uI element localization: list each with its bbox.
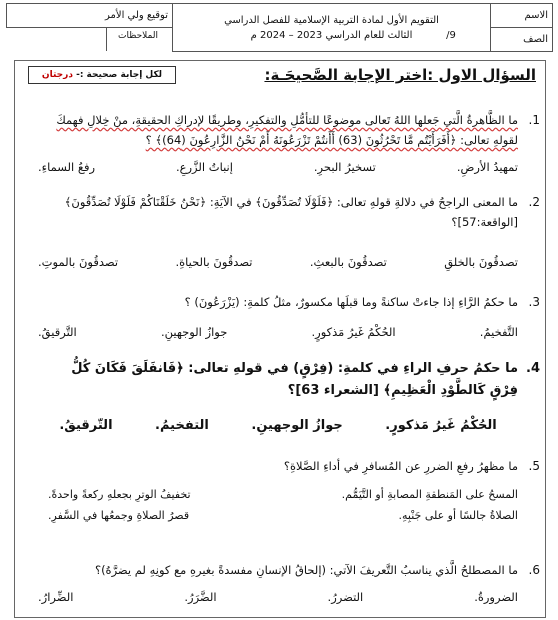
option[interactable]: جوازُ الوجهينِ. xyxy=(251,418,343,433)
option[interactable]: قصرُ الصلاةِ وجمعُها في السَّفرِ. xyxy=(48,509,190,522)
question-text: ما مظهرُ رفعِ الضررِ عن المُسافرِ في أداءِ الصَّلاةِ؟ xyxy=(283,459,518,473)
question-1 xyxy=(42,110,540,150)
options-4 xyxy=(38,418,518,433)
page-title xyxy=(173,4,491,52)
question-5 xyxy=(42,456,540,476)
header-divider xyxy=(106,27,107,51)
guardian-signature-cell xyxy=(7,4,173,28)
grading-note-prefix: لكل إجابة صحيحة :- xyxy=(72,70,163,80)
question-number: 4. xyxy=(526,361,540,376)
options-2 xyxy=(38,255,518,269)
question-2 xyxy=(42,192,540,232)
option[interactable]: الضرورةُ. xyxy=(474,590,518,604)
option[interactable]: جوازُ الوجهينِ. xyxy=(160,325,228,339)
option[interactable]: تصدقُونَ بالبعثِ. xyxy=(309,255,387,269)
option[interactable]: التَّرقيقُ. xyxy=(38,325,77,339)
question-text: ما الظَّاهرةُ الَّتي جَعلها اللهُ تَعالى موضوعًا للتأمُّلِ والتفكيرِ، وطريقًا لإدراكِ الحقيقةِ، منْ خِلالِ فهمكَ لقولهِ تعالى: ﴿أَفَرَأَيْتُم مَّا تَحْرُثُونَ (63) أَأَنتُمْ تَزْرَعُونَهُ أَمْ نَحْنُ الزَّارِعُونَ (64)﴾ ؟ xyxy=(56,113,518,147)
option[interactable]: الحُكْمُ غَيرُ مَذكورٍ. xyxy=(311,325,396,339)
question-4 xyxy=(42,358,540,402)
question-number: 1. xyxy=(528,113,540,127)
grading-note-value: درجتان xyxy=(41,70,73,80)
class-value: /9 xyxy=(446,30,456,41)
options-3 xyxy=(38,325,518,339)
option[interactable]: الحُكْمُ غَيرُ مَذكورٍ. xyxy=(385,418,497,433)
question-text: ما حكمُ حرفِ الراءِ في كلمةِ: (فِرْقٍ) في قولهِ تعالى: ﴿فَانفَلَقَ فَكَانَ كُلُّ فِرْقٍ كَالطَّوْدِ الْعَظِيمِ﴾ [الشعراء 63]؟ xyxy=(71,361,518,398)
option[interactable]: الضَّرَرُ. xyxy=(184,590,217,604)
header-divider xyxy=(6,27,146,28)
title-line-1: التقويم الأول لمادة التربية الإسلامية للفصل الدراسي xyxy=(224,14,439,26)
question-text: ما المعنى الراجحُ في دلالةِ قولهِ تعالى: ﴿فَلَوْلَا تُصَدِّقُونَ﴾ في الآيَةِ: ﴿نَحْنُ خَلَقْنَاكُمْ فَلَوْلَا تُصَدِّقُونَ﴾ [الواقعة:57]؟ xyxy=(64,195,518,229)
grading-note xyxy=(28,66,176,84)
option[interactable]: إنباتُ الزَّرعِ. xyxy=(175,160,233,174)
guardian-signature-label: توقيع ولي الأمر xyxy=(105,10,168,21)
class-label: الصف xyxy=(491,28,553,52)
notes-label: الملاحظات xyxy=(118,31,158,41)
option[interactable]: التضررُ. xyxy=(327,590,364,604)
option[interactable]: التفخيمُ. xyxy=(155,418,209,433)
option[interactable]: المسحُ على المَنطقةِ المصابةِ أو التَّيَمُّم. xyxy=(341,488,518,501)
question-3 xyxy=(42,292,540,312)
question-6 xyxy=(42,560,540,580)
option[interactable]: تسخيرُ البحرِ. xyxy=(313,160,376,174)
option[interactable]: تمهيدُ الأرضِ. xyxy=(456,160,518,174)
name-label: الاسم xyxy=(491,4,553,28)
section-title: السؤال الاول :اختر الإجابة الصَّحيحَـة: xyxy=(264,66,536,84)
options-5 xyxy=(48,488,518,530)
options-1 xyxy=(38,160,518,174)
question-number: 6. xyxy=(528,563,540,577)
question-number: 3. xyxy=(528,295,540,309)
option[interactable]: رفعُ السماءِ. xyxy=(38,160,96,174)
option[interactable]: الصلاةُ جالسًا أو على جَنْبِهِ. xyxy=(398,509,518,522)
option[interactable]: التَّفخيمُ. xyxy=(479,325,518,339)
question-text: ما المصطلحُ الَّذي يناسبُ التَّعريفَ الآتي: (إلحاقُ الإنسانِ مفسدةً بغيرهِ مع كونِهِ لم يضرَّهُ)؟ xyxy=(94,563,518,577)
question-text: ما حكمُ الرَّاءِ إذا جاءتْ ساكنةً وما قبلَها مكسورٌ، مثلُ كلمةِ: (يَزْرَعُونَ) ؟ xyxy=(184,295,518,309)
option[interactable]: التّرقيقُ. xyxy=(59,418,113,433)
option[interactable]: تصدقُونَ بالحياةِ. xyxy=(175,255,253,269)
question-number: 5. xyxy=(528,459,540,473)
options-6 xyxy=(38,590,518,604)
option[interactable]: تخفيفُ الوترِ بجعلهِ ركعةً واحدةً. xyxy=(48,488,191,501)
title-line-2: الثالث للعام الدراسي 2023 – 2024 م xyxy=(250,29,413,41)
question-number: 2. xyxy=(528,195,540,209)
option[interactable]: الضِّرارُ. xyxy=(38,590,74,604)
option[interactable]: تصدقُونَ بالموتِ. xyxy=(38,255,119,269)
option[interactable]: تصدقُونَ بالخلقِ xyxy=(444,255,518,269)
